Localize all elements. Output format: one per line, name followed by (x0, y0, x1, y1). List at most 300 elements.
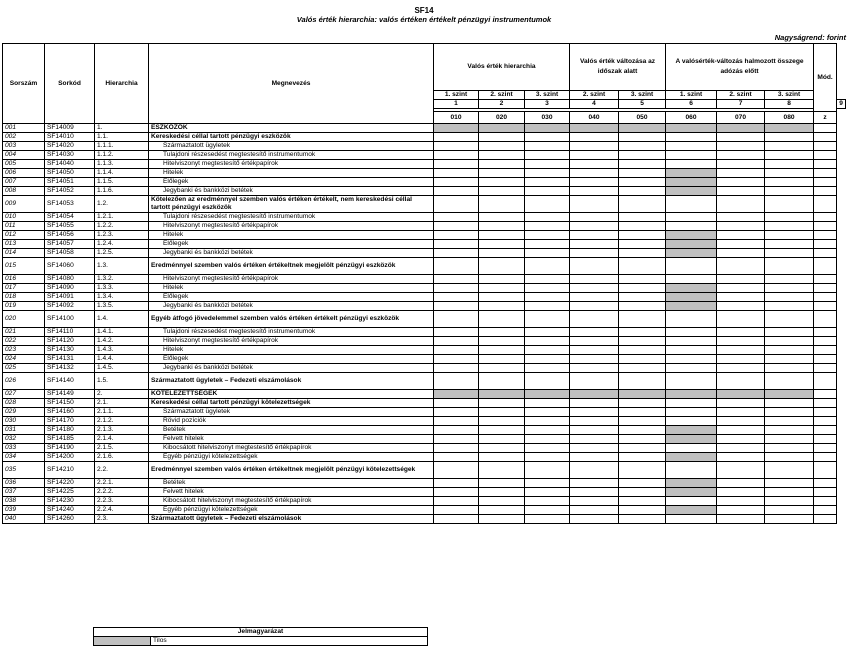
value-cell[interactable] (666, 328, 717, 337)
mod-cell[interactable] (814, 328, 837, 337)
value-cell[interactable] (570, 258, 619, 275)
value-cell[interactable] (479, 169, 525, 178)
value-cell[interactable] (525, 497, 570, 506)
value-cell[interactable] (765, 373, 814, 390)
value-cell[interactable] (525, 479, 570, 488)
value-cell[interactable] (765, 426, 814, 435)
value-cell[interactable] (479, 462, 525, 479)
value-cell[interactable] (479, 284, 525, 293)
value-cell[interactable] (525, 417, 570, 426)
value-cell[interactable] (666, 311, 717, 328)
value-cell[interactable] (619, 453, 666, 462)
value-cell[interactable] (570, 453, 619, 462)
value-cell[interactable] (619, 240, 666, 249)
mod-cell[interactable] (814, 293, 837, 302)
value-cell[interactable] (619, 196, 666, 213)
value-cell[interactable] (434, 497, 479, 506)
value-cell[interactable] (765, 213, 814, 222)
value-cell[interactable] (765, 151, 814, 160)
value-cell[interactable] (765, 444, 814, 453)
mod-cell[interactable] (814, 337, 837, 346)
value-cell[interactable] (479, 488, 525, 497)
value-cell[interactable] (765, 275, 814, 284)
value-cell[interactable] (717, 337, 765, 346)
value-cell[interactable] (434, 426, 479, 435)
value-cell[interactable] (619, 169, 666, 178)
value-cell[interactable] (717, 196, 765, 213)
mod-cell[interactable] (814, 417, 837, 426)
value-cell[interactable] (570, 302, 619, 311)
value-cell[interactable] (717, 284, 765, 293)
value-cell[interactable] (765, 506, 814, 515)
value-cell[interactable] (717, 364, 765, 373)
value-cell[interactable] (570, 515, 619, 524)
value-cell[interactable] (717, 488, 765, 497)
value-cell[interactable] (765, 302, 814, 311)
value-cell[interactable] (717, 311, 765, 328)
value-cell[interactable] (765, 515, 814, 524)
value-cell[interactable] (525, 408, 570, 417)
value-cell[interactable] (525, 399, 570, 408)
value-cell[interactable] (525, 151, 570, 160)
value-cell[interactable] (570, 231, 619, 240)
value-cell[interactable] (666, 444, 717, 453)
value-cell[interactable] (434, 417, 479, 426)
mod-cell[interactable] (814, 364, 837, 373)
value-cell[interactable] (765, 249, 814, 258)
value-cell[interactable] (434, 293, 479, 302)
value-cell[interactable] (525, 426, 570, 435)
value-cell[interactable] (479, 399, 525, 408)
value-cell[interactable] (479, 373, 525, 390)
value-cell[interactable] (479, 515, 525, 524)
value-cell[interactable] (434, 399, 479, 408)
value-cell[interactable] (570, 169, 619, 178)
value-cell[interactable] (619, 444, 666, 453)
value-cell[interactable] (434, 151, 479, 160)
value-cell[interactable] (434, 275, 479, 284)
value-cell[interactable] (479, 444, 525, 453)
value-cell[interactable] (434, 346, 479, 355)
value-cell[interactable] (765, 364, 814, 373)
value-cell[interactable] (479, 311, 525, 328)
value-cell[interactable] (717, 151, 765, 160)
value-cell[interactable] (479, 231, 525, 240)
mod-cell[interactable] (814, 124, 837, 133)
value-cell[interactable] (434, 240, 479, 249)
value-cell[interactable] (619, 515, 666, 524)
value-cell[interactable] (570, 311, 619, 328)
value-cell[interactable] (570, 488, 619, 497)
value-cell[interactable] (765, 479, 814, 488)
mod-cell[interactable] (814, 408, 837, 417)
value-cell[interactable] (525, 249, 570, 258)
value-cell[interactable] (479, 196, 525, 213)
value-cell[interactable] (434, 364, 479, 373)
value-cell[interactable] (765, 284, 814, 293)
value-cell[interactable] (570, 328, 619, 337)
value-cell[interactable] (525, 453, 570, 462)
value-cell[interactable] (717, 453, 765, 462)
value-cell[interactable] (619, 364, 666, 373)
value-cell[interactable] (434, 435, 479, 444)
value-cell[interactable] (666, 408, 717, 417)
value-cell[interactable] (570, 240, 619, 249)
value-cell[interactable] (666, 364, 717, 373)
value-cell[interactable] (434, 328, 479, 337)
value-cell[interactable] (619, 160, 666, 169)
value-cell[interactable] (570, 187, 619, 196)
value-cell[interactable] (666, 160, 717, 169)
value-cell[interactable] (717, 240, 765, 249)
value-cell[interactable] (765, 417, 814, 426)
value-cell[interactable] (666, 142, 717, 151)
value-cell[interactable] (434, 169, 479, 178)
value-cell[interactable] (479, 346, 525, 355)
value-cell[interactable] (619, 497, 666, 506)
value-cell[interactable] (434, 337, 479, 346)
value-cell[interactable] (479, 187, 525, 196)
mod-cell[interactable] (814, 435, 837, 444)
value-cell[interactable] (434, 462, 479, 479)
value-cell[interactable] (434, 302, 479, 311)
value-cell[interactable] (525, 169, 570, 178)
mod-cell[interactable] (814, 213, 837, 222)
value-cell[interactable] (570, 506, 619, 515)
value-cell[interactable] (717, 302, 765, 311)
value-cell[interactable] (666, 417, 717, 426)
value-cell[interactable] (570, 497, 619, 506)
value-cell[interactable] (765, 453, 814, 462)
mod-cell[interactable] (814, 479, 837, 488)
mod-cell[interactable] (814, 462, 837, 479)
value-cell[interactable] (434, 196, 479, 213)
value-cell[interactable] (479, 151, 525, 160)
value-cell[interactable] (765, 133, 814, 142)
value-cell[interactable] (717, 222, 765, 231)
value-cell[interactable] (619, 408, 666, 417)
value-cell[interactable] (666, 399, 717, 408)
value-cell[interactable] (666, 151, 717, 160)
value-cell[interactable] (765, 293, 814, 302)
value-cell[interactable] (717, 293, 765, 302)
value-cell[interactable] (570, 213, 619, 222)
value-cell[interactable] (479, 426, 525, 435)
value-cell[interactable] (570, 435, 619, 444)
value-cell[interactable] (479, 497, 525, 506)
mod-cell[interactable] (814, 196, 837, 213)
value-cell[interactable] (666, 275, 717, 284)
value-cell[interactable] (434, 258, 479, 275)
value-cell[interactable] (434, 284, 479, 293)
mod-cell[interactable] (814, 515, 837, 524)
value-cell[interactable] (570, 426, 619, 435)
value-cell[interactable] (765, 399, 814, 408)
value-cell[interactable] (765, 408, 814, 417)
value-cell[interactable] (434, 160, 479, 169)
mod-cell[interactable] (814, 399, 837, 408)
value-cell[interactable] (765, 435, 814, 444)
mod-cell[interactable] (814, 488, 837, 497)
value-cell[interactable] (717, 373, 765, 390)
value-cell[interactable] (525, 293, 570, 302)
value-cell[interactable] (619, 462, 666, 479)
value-cell[interactable] (570, 249, 619, 258)
value-cell[interactable] (619, 249, 666, 258)
value-cell[interactable] (765, 346, 814, 355)
mod-cell[interactable] (814, 390, 837, 399)
value-cell[interactable] (479, 275, 525, 284)
value-cell[interactable] (765, 337, 814, 346)
value-cell[interactable] (570, 337, 619, 346)
value-cell[interactable] (570, 479, 619, 488)
value-cell[interactable] (619, 213, 666, 222)
value-cell[interactable] (765, 462, 814, 479)
value-cell[interactable] (434, 488, 479, 497)
value-cell[interactable] (765, 258, 814, 275)
value-cell[interactable] (765, 328, 814, 337)
value-cell[interactable] (570, 293, 619, 302)
value-cell[interactable] (717, 497, 765, 506)
value-cell[interactable] (525, 515, 570, 524)
value-cell[interactable] (666, 515, 717, 524)
value-cell[interactable] (479, 249, 525, 258)
value-cell[interactable] (619, 302, 666, 311)
value-cell[interactable] (619, 337, 666, 346)
value-cell[interactable] (619, 311, 666, 328)
mod-cell[interactable] (814, 373, 837, 390)
value-cell[interactable] (525, 488, 570, 497)
value-cell[interactable] (717, 346, 765, 355)
value-cell[interactable] (434, 373, 479, 390)
value-cell[interactable] (765, 160, 814, 169)
value-cell[interactable] (717, 444, 765, 453)
value-cell[interactable] (434, 142, 479, 151)
value-cell[interactable] (479, 240, 525, 249)
value-cell[interactable] (717, 426, 765, 435)
mod-cell[interactable] (814, 133, 837, 142)
value-cell[interactable] (570, 462, 619, 479)
value-cell[interactable] (479, 293, 525, 302)
value-cell[interactable] (434, 311, 479, 328)
value-cell[interactable] (434, 453, 479, 462)
value-cell[interactable] (717, 355, 765, 364)
value-cell[interactable] (479, 222, 525, 231)
value-cell[interactable] (479, 328, 525, 337)
value-cell[interactable] (479, 364, 525, 373)
value-cell[interactable] (717, 515, 765, 524)
value-cell[interactable] (619, 488, 666, 497)
value-cell[interactable] (717, 408, 765, 417)
value-cell[interactable] (619, 231, 666, 240)
value-cell[interactable] (570, 178, 619, 187)
value-cell[interactable] (717, 462, 765, 479)
value-cell[interactable] (525, 160, 570, 169)
value-cell[interactable] (619, 258, 666, 275)
value-cell[interactable] (570, 408, 619, 417)
mod-cell[interactable] (814, 302, 837, 311)
value-cell[interactable] (619, 479, 666, 488)
value-cell[interactable] (525, 444, 570, 453)
value-cell[interactable] (717, 187, 765, 196)
value-cell[interactable] (619, 399, 666, 408)
value-cell[interactable] (666, 196, 717, 213)
value-cell[interactable] (525, 275, 570, 284)
value-cell[interactable] (717, 399, 765, 408)
value-cell[interactable] (479, 435, 525, 444)
value-cell[interactable] (479, 178, 525, 187)
mod-cell[interactable] (814, 284, 837, 293)
value-cell[interactable] (525, 187, 570, 196)
value-cell[interactable] (479, 453, 525, 462)
value-cell[interactable] (765, 497, 814, 506)
value-cell[interactable] (765, 222, 814, 231)
value-cell[interactable] (619, 506, 666, 515)
value-cell[interactable] (525, 373, 570, 390)
value-cell[interactable] (619, 346, 666, 355)
value-cell[interactable] (619, 133, 666, 142)
mod-cell[interactable] (814, 178, 837, 187)
value-cell[interactable] (717, 249, 765, 258)
value-cell[interactable] (434, 213, 479, 222)
value-cell[interactable] (666, 337, 717, 346)
value-cell[interactable] (765, 196, 814, 213)
value-cell[interactable] (525, 240, 570, 249)
value-cell[interactable] (717, 231, 765, 240)
value-cell[interactable] (525, 302, 570, 311)
value-cell[interactable] (765, 169, 814, 178)
value-cell[interactable] (434, 355, 479, 364)
value-cell[interactable] (525, 258, 570, 275)
value-cell[interactable] (434, 222, 479, 231)
value-cell[interactable] (717, 479, 765, 488)
value-cell[interactable] (570, 142, 619, 151)
value-cell[interactable] (619, 187, 666, 196)
value-cell[interactable] (525, 337, 570, 346)
value-cell[interactable] (525, 364, 570, 373)
value-cell[interactable] (666, 258, 717, 275)
value-cell[interactable] (434, 444, 479, 453)
value-cell[interactable] (666, 213, 717, 222)
value-cell[interactable] (570, 399, 619, 408)
value-cell[interactable] (619, 275, 666, 284)
value-cell[interactable] (570, 160, 619, 169)
value-cell[interactable] (619, 417, 666, 426)
value-cell[interactable] (434, 515, 479, 524)
value-cell[interactable] (717, 213, 765, 222)
value-cell[interactable] (666, 355, 717, 364)
mod-cell[interactable] (814, 240, 837, 249)
value-cell[interactable] (525, 213, 570, 222)
value-cell[interactable] (434, 187, 479, 196)
value-cell[interactable] (434, 506, 479, 515)
value-cell[interactable] (479, 213, 525, 222)
value-cell[interactable] (619, 328, 666, 337)
value-cell[interactable] (479, 133, 525, 142)
mod-cell[interactable] (814, 311, 837, 328)
value-cell[interactable] (666, 497, 717, 506)
value-cell[interactable] (525, 142, 570, 151)
value-cell[interactable] (570, 364, 619, 373)
mod-cell[interactable] (814, 426, 837, 435)
value-cell[interactable] (717, 133, 765, 142)
value-cell[interactable] (570, 222, 619, 231)
mod-cell[interactable] (814, 275, 837, 284)
value-cell[interactable] (525, 133, 570, 142)
value-cell[interactable] (479, 337, 525, 346)
value-cell[interactable] (619, 284, 666, 293)
value-cell[interactable] (765, 187, 814, 196)
mod-cell[interactable] (814, 231, 837, 240)
value-cell[interactable] (717, 275, 765, 284)
mod-cell[interactable] (814, 160, 837, 169)
value-cell[interactable] (525, 346, 570, 355)
value-cell[interactable] (765, 178, 814, 187)
value-cell[interactable] (434, 231, 479, 240)
value-cell[interactable] (717, 169, 765, 178)
value-cell[interactable] (525, 506, 570, 515)
value-cell[interactable] (570, 444, 619, 453)
value-cell[interactable] (619, 142, 666, 151)
value-cell[interactable] (525, 311, 570, 328)
value-cell[interactable] (619, 373, 666, 390)
value-cell[interactable] (570, 133, 619, 142)
value-cell[interactable] (619, 151, 666, 160)
value-cell[interactable] (717, 160, 765, 169)
value-cell[interactable] (619, 178, 666, 187)
mod-cell[interactable] (814, 497, 837, 506)
value-cell[interactable] (765, 231, 814, 240)
value-cell[interactable] (765, 311, 814, 328)
mod-cell[interactable] (814, 506, 837, 515)
value-cell[interactable] (765, 355, 814, 364)
value-cell[interactable] (666, 133, 717, 142)
mod-cell[interactable] (814, 258, 837, 275)
value-cell[interactable] (479, 142, 525, 151)
value-cell[interactable] (570, 346, 619, 355)
value-cell[interactable] (570, 275, 619, 284)
value-cell[interactable] (717, 142, 765, 151)
value-cell[interactable] (434, 479, 479, 488)
value-cell[interactable] (479, 258, 525, 275)
mod-cell[interactable] (814, 249, 837, 258)
value-cell[interactable] (479, 408, 525, 417)
value-cell[interactable] (479, 355, 525, 364)
value-cell[interactable] (479, 417, 525, 426)
value-cell[interactable] (570, 355, 619, 364)
value-cell[interactable] (717, 435, 765, 444)
value-cell[interactable] (619, 355, 666, 364)
value-cell[interactable] (619, 222, 666, 231)
value-cell[interactable] (765, 240, 814, 249)
value-cell[interactable] (666, 373, 717, 390)
value-cell[interactable] (717, 328, 765, 337)
value-cell[interactable] (525, 462, 570, 479)
value-cell[interactable] (570, 373, 619, 390)
value-cell[interactable] (434, 408, 479, 417)
mod-cell[interactable] (814, 355, 837, 364)
value-cell[interactable] (525, 178, 570, 187)
value-cell[interactable] (434, 178, 479, 187)
value-cell[interactable] (765, 488, 814, 497)
value-cell[interactable] (666, 346, 717, 355)
value-cell[interactable] (479, 506, 525, 515)
value-cell[interactable] (717, 506, 765, 515)
value-cell[interactable] (525, 435, 570, 444)
value-cell[interactable] (765, 142, 814, 151)
value-cell[interactable] (525, 196, 570, 213)
mod-cell[interactable] (814, 142, 837, 151)
